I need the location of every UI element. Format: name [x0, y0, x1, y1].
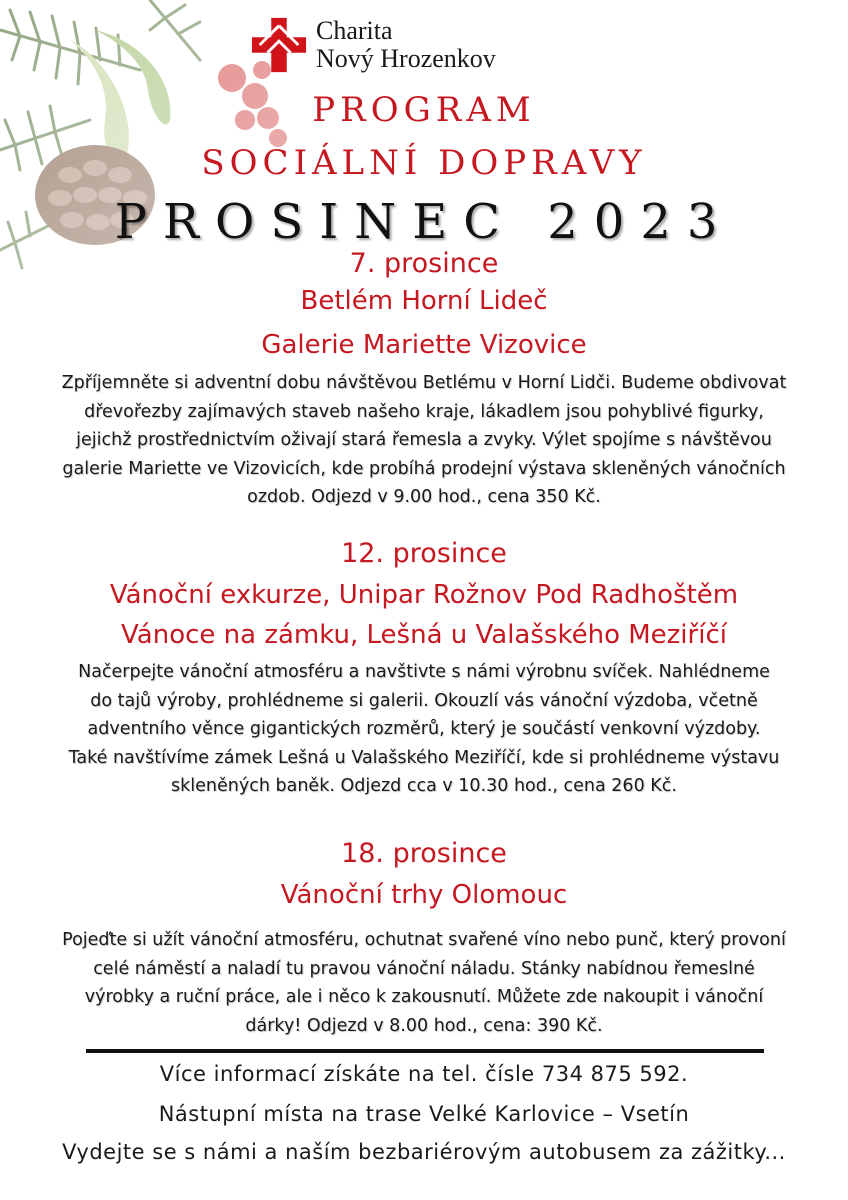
- logo-line-1: Charita: [316, 16, 393, 45]
- logo-text: [316, 17, 496, 73]
- month-heading: PROSINEC 2023: [114, 194, 734, 250]
- event-3-description: [6, 926, 842, 1040]
- footer-invitation: Vydejte se s námi a naším bezbariérovým autobusem za zážitky...: [62, 1140, 786, 1164]
- event-2-description: [6, 658, 842, 801]
- event-1-description: [6, 369, 842, 512]
- charita-cross-icon: [250, 16, 308, 74]
- description-line: Pojeďte si užít vánoční atmosféru, ochutnat svařené víno nebo punč, který provoní: [62, 930, 786, 950]
- event-1-place-2: Galerie Mariette Vizovice: [261, 330, 587, 360]
- description-line: dárky! Odjezd v 8.00 hod., cena: 390 Kč.: [245, 1015, 603, 1036]
- footer-route: Nástupní místa na trase Velké Karlovice – Vsetín: [158, 1102, 690, 1126]
- event-2-place-1: Vánoční exkurze, Unipar Rožnov Pod Radhoštěm: [109, 580, 739, 610]
- description-line: adventního věnce gigantických rozměrů, který je součástí venkovní výzdoby.: [87, 719, 761, 739]
- description-line: Načerpejte vánoční atmosféru a navštivte s námi výrobnu svíček. Nahlédneme: [78, 662, 770, 682]
- event-1-place-1: Betlém Horní Lideč: [300, 286, 548, 316]
- description-line: skleněných baněk. Odjezd cca v 10.30 hod., cena 260 Kč.: [171, 776, 677, 796]
- event-2-date: 12. prosince: [341, 538, 507, 569]
- description-line: ozdob. Odjezd v 9.00 hod., cena 350 Kč.: [247, 487, 601, 507]
- description-line: dřevořezby zajímavých staveb našeho kraje, lákadlem jsou pohyblivé figurky,: [84, 401, 764, 422]
- description-line: Zpříjemněte si adventní dobu návštěvou Betlému v Horní Lidči. Budeme obdivovat: [61, 373, 787, 393]
- description-line: Také navštívíme zámek Lešná u Valašského Meziříčí, kde si prohlédneme výstavu: [68, 747, 780, 768]
- program-title: PROGRAM: [312, 90, 536, 130]
- description-line: galerie Mariette ve Vizovicích, kde probíhá prodejní výstava skleněných vánočních: [62, 458, 786, 479]
- description-line: výrobky a ruční práce, ale i něco k zakousnutí. Můžete zde nakoupit i vánoční: [84, 987, 764, 1007]
- description-line: jejichž prostřednictvím oživají stará řemesla a zvyky. Výlet spojíme s návštěvou: [76, 430, 772, 450]
- logo-line-2: Nový Hrozenkov: [316, 44, 496, 73]
- description-line: celé náměstí a naladí tu pravou vánoční náladu. Stánky nabídnou řemeslné: [93, 958, 755, 979]
- event-2-place-2: Vánoce na zámku, Lešná u Valašského Meziříčí: [121, 620, 727, 650]
- event-3-place-1: Vánoční trhy Olomouc: [280, 880, 568, 910]
- footer-contact: Více informací získáte na tel. čísle 734 875 592.: [159, 1062, 689, 1086]
- event-3-date: 18. prosince: [341, 838, 507, 869]
- footer-divider: [86, 1049, 764, 1053]
- event-1-date: 7. prosince: [349, 248, 499, 279]
- charita-logo: [250, 16, 496, 74]
- program-subtitle: SOCIÁLNÍ DOPRAVY: [201, 143, 647, 183]
- description-line: do tajů výroby, prohlédneme si galerii. Okouzlí vás vánoční výzdoba, včetně: [90, 690, 758, 711]
